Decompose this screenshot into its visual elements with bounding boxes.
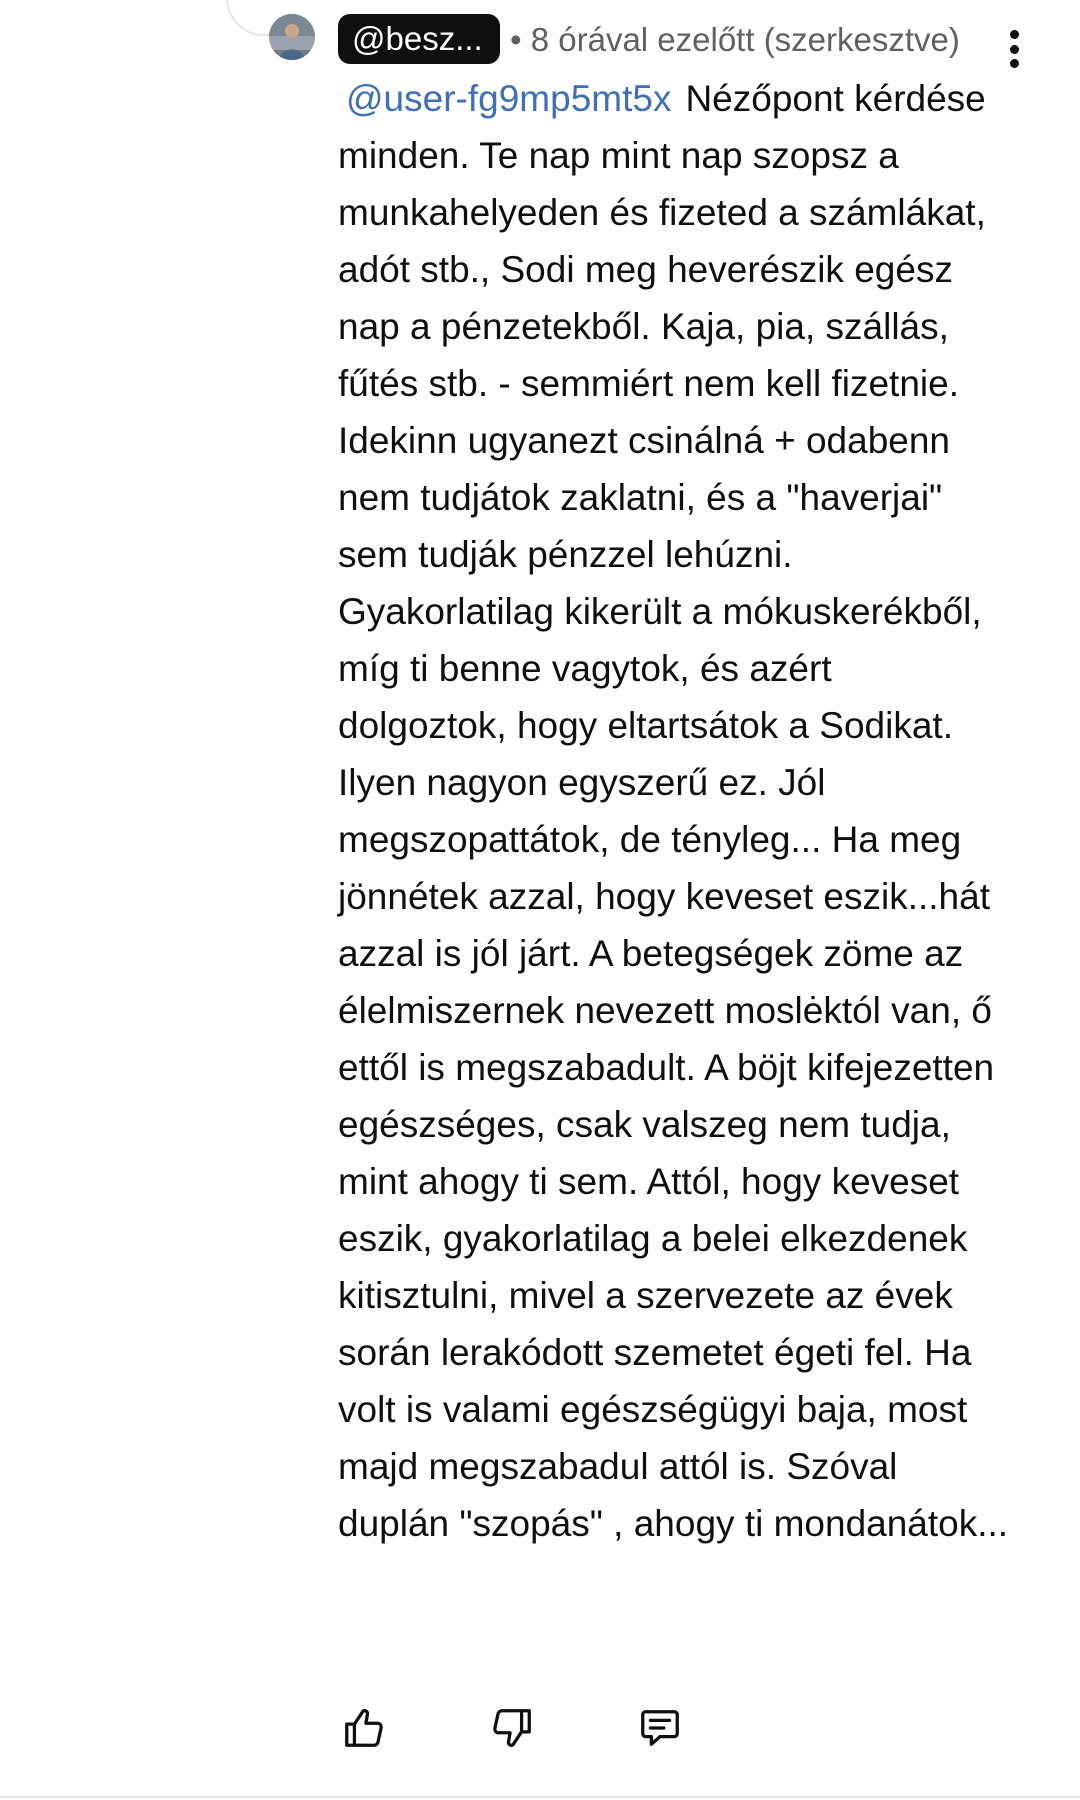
author-avatar[interactable] [269, 14, 315, 60]
reply-mention-link[interactable]: @user-fg9mp5mt5x [346, 78, 672, 119]
thumb-down-icon [489, 1705, 535, 1751]
dislike-button[interactable] [484, 1700, 540, 1756]
reply-button[interactable] [632, 1700, 688, 1756]
reply-comment-icon [637, 1705, 683, 1751]
author-name-badge[interactable]: @besz... [338, 14, 500, 64]
more-vert-icon[interactable] [996, 24, 1032, 74]
comment-text [338, 70, 1010, 1552]
comment-timestamp: • 8 órával ezelőtt (szerkesztve) [510, 21, 960, 58]
divider [0, 1796, 1080, 1798]
like-button[interactable] [336, 1700, 392, 1756]
avatar-photo-icon [269, 14, 315, 60]
thumb-up-icon [341, 1705, 387, 1751]
comment-body-text: Nézőpont kérdése minden. Te nap mint nap szopsz a munkahelyeden és fizeted a számlákat, adót stb., Sodi meg heverészik egész nap a pénzetekből. Kaja, pia, szállás, fűtés stb. - semmiért nem kell fizetnie. Idekinn ugyanezt csinálná + odabenn nem tudjátok zaklatni, és a "haverjai" sem tudják pénzzel lehúzni. Gyakorlatilag kikerült a mókuskerékből, míg ti benne vagytok, és azért dolgoztok, hogy eltartsátok a Sodikat. Ilyen nagyon egyszerű ez. Jól megszopattátok, de tényleg... Ha meg jönnétek azzal, hogy keveset eszik...hát azzal is jól járt. A betegségek zöme az élelmiszernek nevezett moslėktól van, ő ettől is megszabadult. A böjt kifejezetten egészséges, csak valszeg nem tudja, mint ahogy ti sem. Attól, hogy keveset eszik, gyakorlatilag a belei elkezdenek kitisztulni, mivel a szervezete az évek során lerakódott szemetet égeti fel. Ha volt is valami egészségügyi baja, most majd megszabadul attól is. Szóval duplán "szopás" , ahogy ti mondanátok... [338, 78, 1009, 1544]
